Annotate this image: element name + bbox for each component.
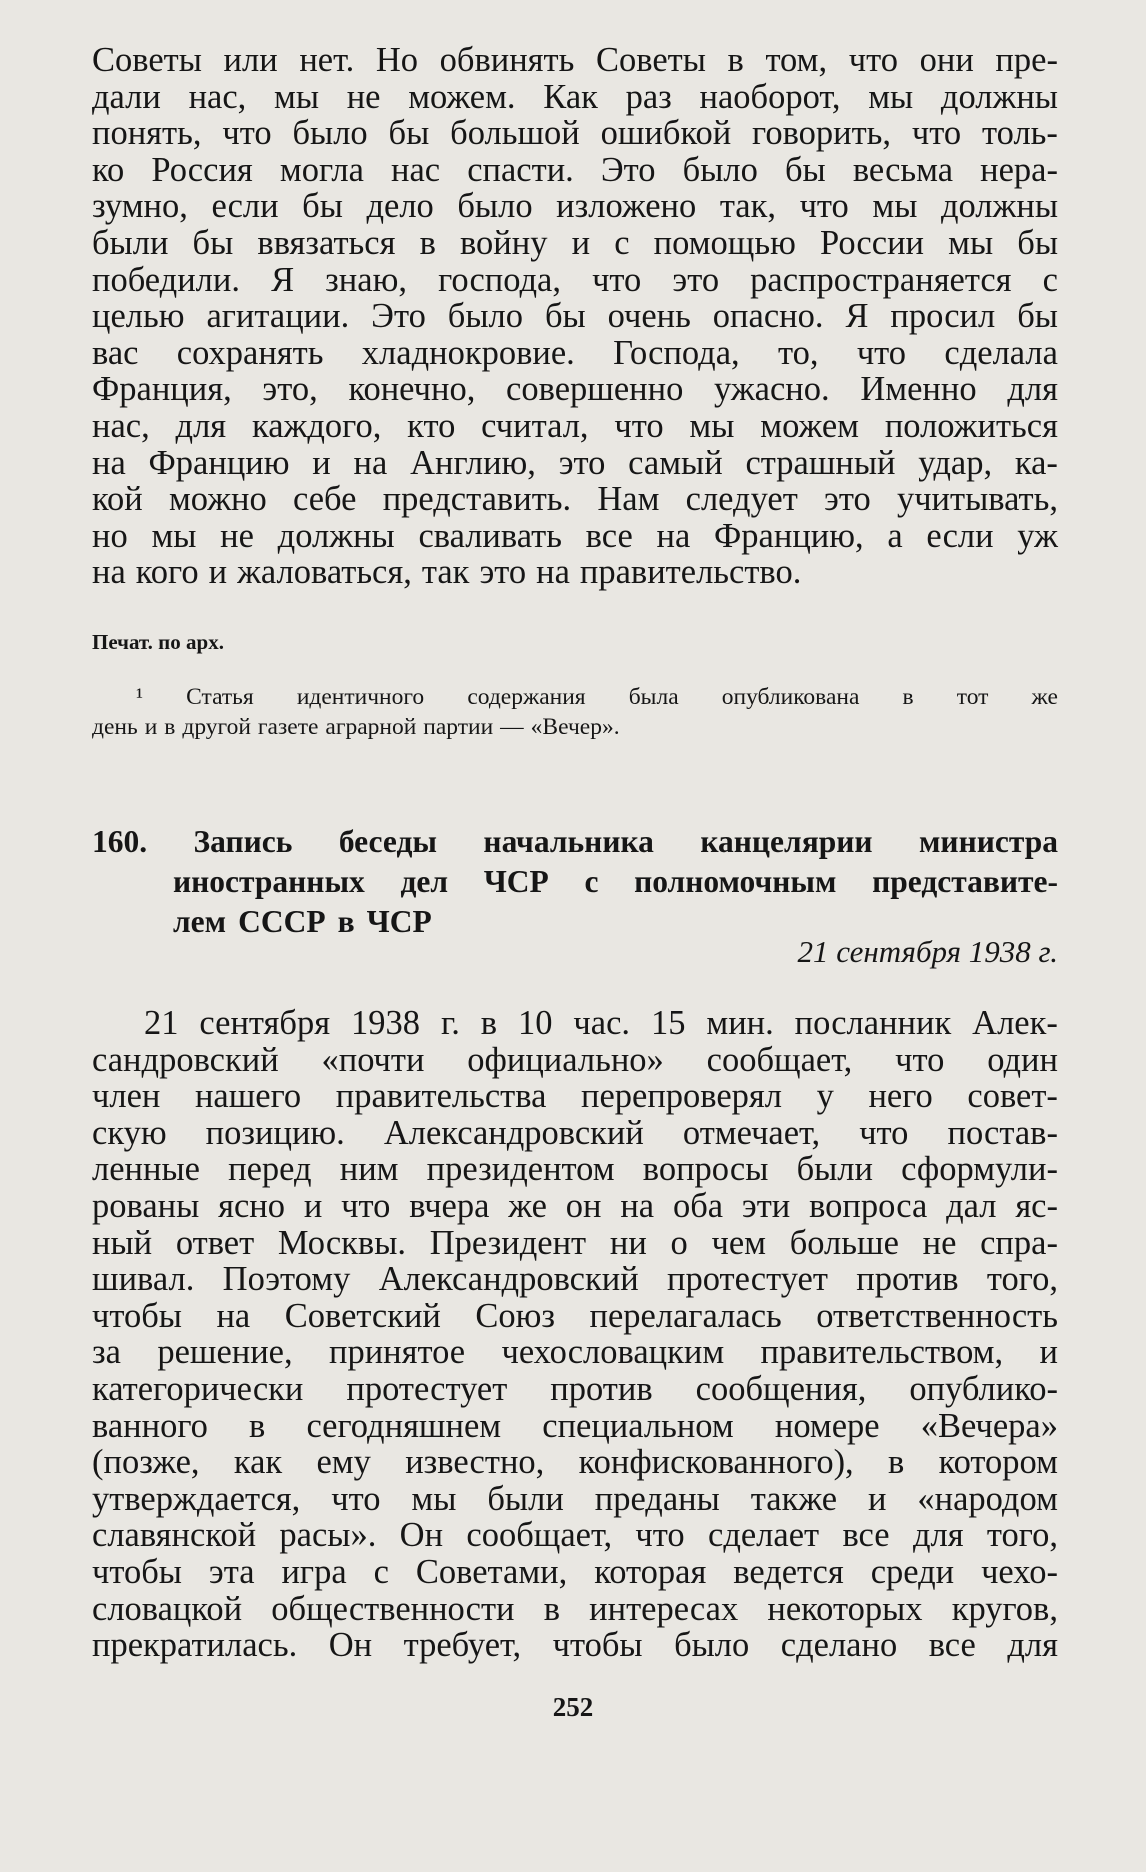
text-line: но мы не должны сваливать все на Францию, а если уж (92, 516, 1058, 555)
text-line: скую позицию. Александровский отмечает, что постав- (92, 1113, 1058, 1152)
text-line: целью агитации. Это было бы очень опасно. Я просил бы (92, 297, 1058, 336)
title-line: лем СССР в ЧСР (173, 904, 432, 939)
text-line: ленные перед ним президентом вопросы были сформули- (92, 1150, 1058, 1189)
text-line: дали нас, мы не можем. Как раз наоборот, мы должны (92, 77, 1058, 116)
text-line: категорически протестует против сообщения, опублико- (92, 1369, 1058, 1408)
text-line: на кого и жаловаться, так это на правительство. (92, 553, 802, 592)
text-line: на Францию и на Англию, это самый страшный удар, ка- (92, 443, 1058, 482)
document-title (92, 822, 1058, 942)
text-line: понять, что было бы большой ошибкой говорить, что толь- (92, 114, 1058, 153)
text-line: кой можно себе представить. Нам следует это учитывать, (92, 480, 1058, 519)
text-line: Советы или нет. Но обвинять Советы в том, что они пре- (92, 41, 1058, 79)
text-line: (позже, как ему известно, конфискованного), в котором (92, 1443, 1058, 1482)
text-line: член нашего правительства перепроверял у него совет- (92, 1077, 1058, 1116)
text-line: 21 сентября 1938 г. в 10 час. 15 мин. посланник Алек- (144, 1004, 1058, 1042)
text-line: ко Россия могла нас спасти. Это было бы весьма нера- (92, 150, 1058, 189)
source-note: Печат. по арх. (92, 630, 224, 654)
text-line: за решение, принятое чехословацким правительством, и (92, 1333, 1058, 1372)
text-line: ный ответ Москвы. Президент ни о чем больше не спра- (92, 1223, 1058, 1262)
text-line: нас, для каждого, кто считал, что мы можем положиться (92, 406, 1058, 445)
title-line: иностранных дел ЧСР с полномочным представите- (173, 864, 1058, 899)
text-line: зумно, если бы дело было изложено так, что мы должны (92, 187, 1058, 226)
footnote (92, 682, 1058, 742)
text-line: чтобы эта игра с Советами, которая ведется среди чехо- (92, 1552, 1058, 1591)
footnote-line: день и в другой газете аграрной партии — «Вечер». (92, 714, 620, 740)
document-date: 21 сентября 1938 г. (797, 934, 1058, 969)
footnote-line: ¹ Статья идентичного содержания была опубликована в тот же (136, 684, 1058, 710)
text-line: чтобы на Советский Союз перелагалась ответственность (92, 1296, 1058, 1335)
text-line: прекратилась. Он требует, чтобы было сделано все для (92, 1626, 1058, 1665)
text-line: словацкой общественности в интересах некоторых кругов, (92, 1589, 1058, 1628)
paragraph-top (92, 42, 1058, 591)
text-line: победили. Я знаю, господа, что это распространяется с (92, 260, 1058, 299)
page-number: 252 (552, 1692, 594, 1722)
title-line: 160. Запись беседы начальника канцелярии министра (92, 824, 1058, 859)
text-line: утверждается, что мы были преданы также и «народом (92, 1479, 1058, 1518)
text-line: сандровский «почти официально» сообщает, что один (92, 1040, 1058, 1079)
text-line: шивал. Поэтому Александровский протестует против того, (92, 1260, 1058, 1299)
text-line: рованы ясно и что вчера же он на оба эти вопроса дал яс- (92, 1186, 1058, 1225)
text-line: были бы ввязаться в войну и с помощью России мы бы (92, 223, 1058, 262)
text-line: славянской расы». Он сообщает, что сделает все для того, (92, 1516, 1058, 1555)
text-line: Франция, это, конечно, совершенно ужасно. Именно для (92, 370, 1058, 409)
text-line: вас сохранять хладнокровие. Господа, то, что сделала (92, 333, 1058, 372)
text-line: ванного в сегодняшнем специальном номере «Вечера» (92, 1406, 1058, 1445)
paragraph-main (92, 1005, 1058, 1664)
